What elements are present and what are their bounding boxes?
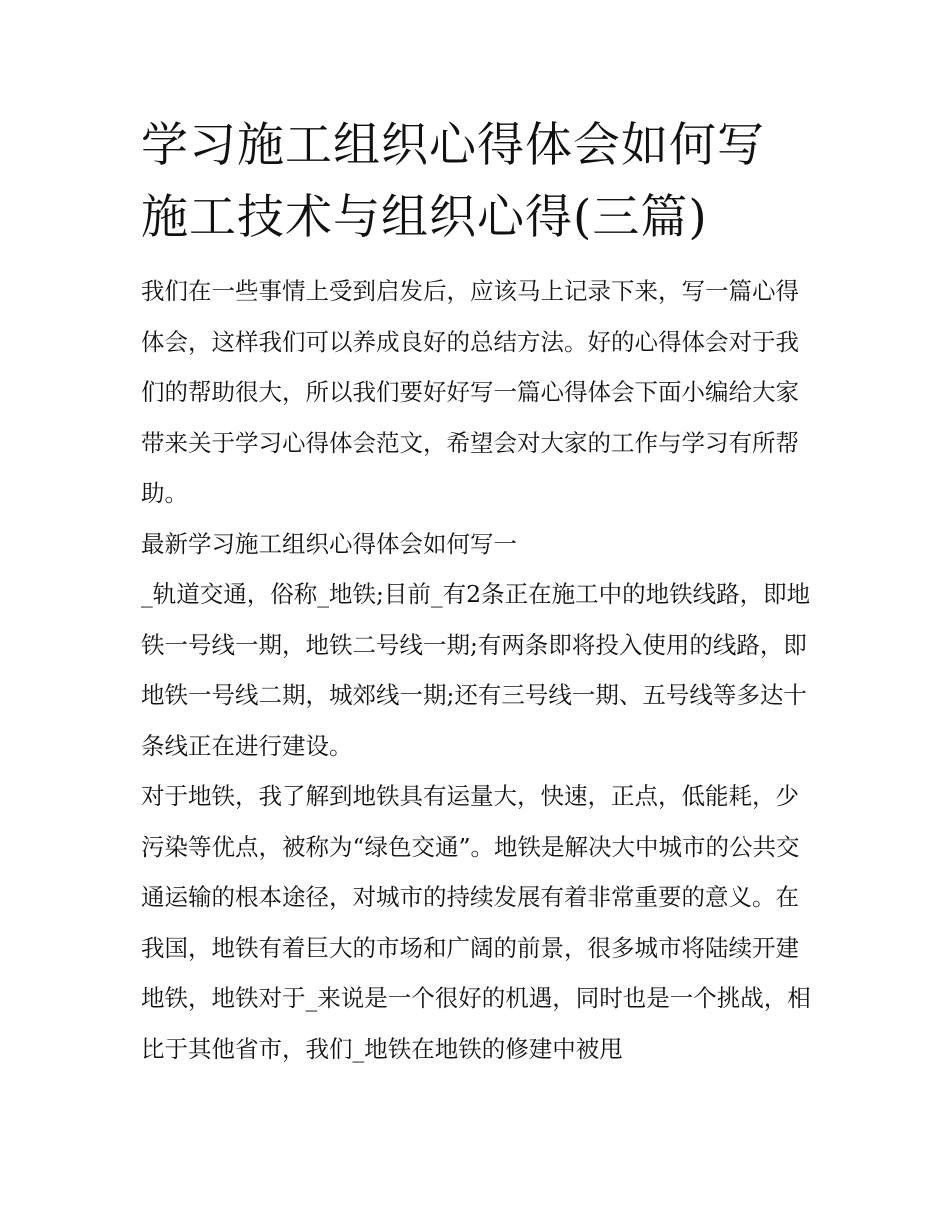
- document-title: [141, 110, 813, 254]
- intro-paragraph: 我们在一些事情上受到启发后，应该马上记录下来，写一篇心得体会，这样我们可以养成良好的总结方法。好的心得体会对于我们的帮助很大，所以我们要好好写一篇心得体会下面小编给大家带来关于学习心得体会范文，希望会对大家的工作与学习有所帮助。: [141, 277, 799, 507]
- document-content: [141, 110, 813, 1074]
- title-line-1: 学习施工组织心得体会如何写: [141, 118, 765, 173]
- section-heading: 最新学习施工组织心得体会如何写一: [141, 529, 517, 558]
- body-paragraph-metro-advantages: 对于地铁，我了解到地铁具有运量大，快速，正点，低能耗，少污染等优点，被称为“绿色交通”。地铁是解决大中城市的公共交通运输的根本途径，对城市的持续发展有着非常重要的意义。在我国，地铁有着巨大的市场和广阔的前景，很多城市将陆续开建地铁，地铁对于_来说是一个很好的机遇，同时也是一个挑战，相比于其他省市，我们_地铁在地铁的修建中被甩: [141, 782, 811, 1063]
- body-paragraph-metro-lines: _轨道交通，俗称_地铁;目前_有2条正在施工中的地铁线路，即地铁一号线一期，地铁二号线一期;有两条即将投入使用的线路，即地铁一号线二期，城郊线一期;还有三号线一期、五号线等多达十条线正在进行建设。: [141, 580, 811, 760]
- document-body: [141, 266, 813, 1074]
- title-line-2: 施工技术与组织心得(三篇): [141, 190, 708, 245]
